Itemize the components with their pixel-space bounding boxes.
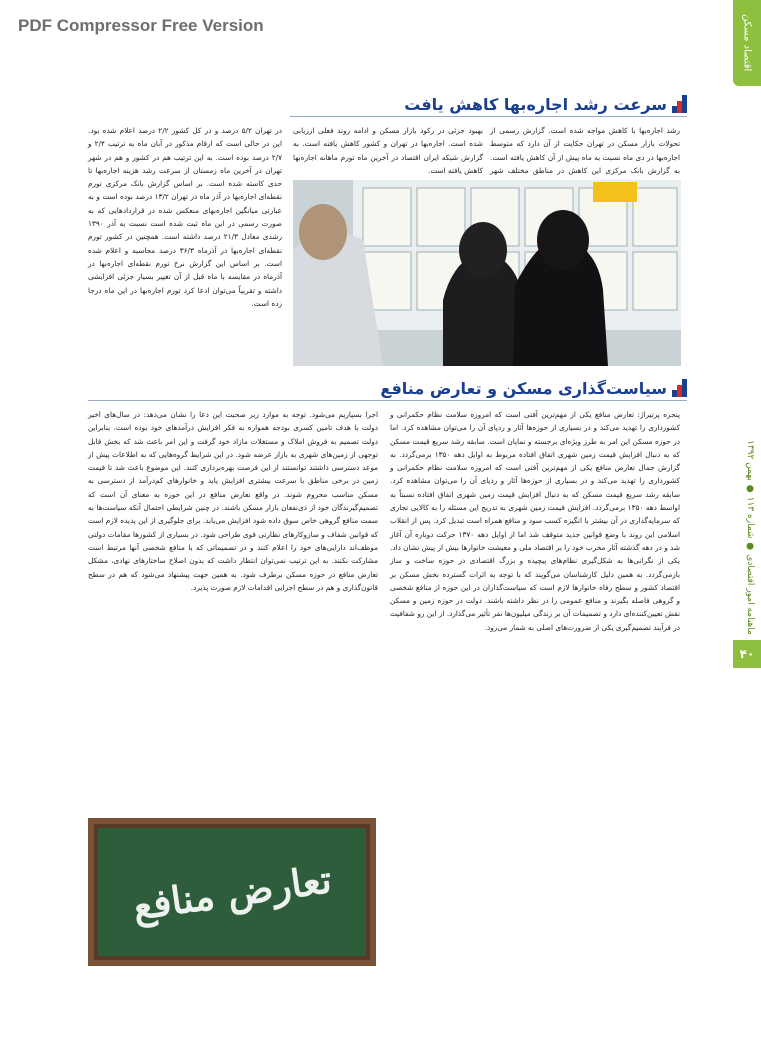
rent-office-illustration <box>293 180 681 366</box>
article2-col-right-text: پنجره پرتیراژ: تعارض منافع یکی از مهم‌ترین آفتی است که امروزه سلامت نظام حکمرانی و کشورداری را تهدید می‌کند و در بسیاری از حوزه‌ها آثار و ردپای آن را می‌توان مشاهده کرد. اما در حوزه مسکن این امر به طرز ویژه‌ای برجسته و نمایان است. سابقه رشد سریع قیمت مسکن که به دنبال افزایش قیمت زمین شهری اتفاق افتاده مربوط به اوایل دهه ۱۳۵۰ برمی‌گردد. به گزارش جمال تعارض منافع یکی از مهم‌ترین آفتی است که امروزه سلامت نظام حکمرانی و کشورداری را تهدید می‌کند و در بسیاری از حوزه‌ها آثار و ردپای آن را می‌توان مشاهده کرد. سابقه رشد سریع قیمت مسکن که به دنبال افزایش قیمت زمین شهری اتفاق افتاده نسبتاً به اواسط دهه ۱۳۵۰ برمی‌گردد. افزایش قیمت زمین شهری به تدریج این مسئله را به کالایی تجاری که سرمایه‌گذاری در آن بیشتر با انگیزه کسب سود و منافع همراه است تبدیل کرد. پس از انقلاب اسلامی این روند با وضع قوانین جدید متوقف شد اما از اوایل دهه ۱۳۷۰ حرکت دوباره آن آغاز شد و در دهه گذشته آثار مخرب خود را بر اقتصاد ملی و معیشت خانوارها بیش از پیش نشان داد. یکی از نگرانی‌ها به شکل‌گیری نظام‌های پیچیده و بزرگ اقتصادی در حوزه ساخت و ساز بازمی‌گردد. به همین دلیل کارشناسان می‌گویند که با توجه به اثرات گسترده بخش مسکن بر اقتصاد کشور و سطح رفاه خانوارها لازم است که سیاست‌گذاران در این حوزه از منافع شخصی و گروهی فاصله بگیرند و منافع عمومی را در نظر داشته باشند. دولت در حوزه زمین و مسکن نقش تعیین‌کننده‌ای دارد و تصمیمات آن بر زندگی میلیون‌ها نفر تأثیر می‌گذارد. از این رو شفافیت در فرآیند تصمیم‌گیری یکی از ضرورت‌های اصلی به شمار می‌رود. <box>390 410 680 632</box>
article2-title-bar <box>88 376 687 401</box>
chalkboard-photo <box>88 818 376 966</box>
article1-title-bar <box>290 92 687 117</box>
article2-title: سیاست‌گذاری مسکن و تعارض منافع <box>380 378 667 398</box>
bar-chart-icon <box>673 95 687 113</box>
bar-chart-icon <box>673 379 687 397</box>
rent-office-photo <box>293 180 681 366</box>
issue-line: ماهنامه امور اقتصادی ● شماره ۱۱۳ ● بهمن ۱۳۹۲ <box>745 440 755 635</box>
article1-col-right <box>490 124 680 180</box>
section-tab-label: اقتصاد مسکن <box>741 14 753 72</box>
article1-col-right-text: رشد اجاره‌بها با کاهش مواجه شده است. گزارش رسمی از تحولات بازار مسکن در تهران حکایت از آن دارد که متوسط اجاره‌بها در دی ماه نسبت به ماه پیش از آن کاهش یافته است. به گزارش بانک مرکزی این کاهش در مناطق مختلف شهر <box>490 126 680 175</box>
article2-col-left <box>88 408 378 808</box>
page-number: ۴۰ <box>733 640 761 668</box>
article1-title: سرعت رشد اجاره‌بها کاهش یافت <box>404 94 667 114</box>
section-tab <box>733 0 761 86</box>
article2-col-right <box>390 408 680 972</box>
article1-col-left <box>88 124 282 368</box>
article1-col-left-text: در تهران ۵/۲ درصد و در کل کشور ۲/۲ درصد اعلام شده بود. این در حالی است که ارقام مذکور در آبان ماه به ترتیب ۲/۴ و ۲/۷ درصد بوده است. به این ترتیب هم در کشور و هم در شهر تهران در آخرین ماه زمستان از سرعت رشد هزینه اجاره‌بها تا حدی کاسته شده است. بر اساس گزارش بانک مرکزی تورم نقطه‌ای اجاره‌بها در آذر ماه در تهران ۱۳/۲ درصد بوده است و به عبارتی میانگین اجاره‌بهای منعکس شده در قراردادهایی که به صورت رسمی در این ماه ثبت شده است نسبت به آذر ۱۳۹۰ رشدی معادل ۲۱/۳ درصد داشته است. همچنین در کشور تورم نقطه‌ای اجاره‌بها در آذرماه ۳۶/۳ درصد محاسبه و اعلام شده است. بر اساس این گزارش نرخ تورم نقطه‌ای اجاره‌بها در آذرماه در مقایسه با ماه قبل از آن تغییر بسیار جزئی افزایشی داشته و تقریباً می‌توان ادعا کرد تورم اجاره‌بها در این ماه درجا زده است. <box>88 126 283 308</box>
article1-col-middle <box>293 124 483 180</box>
watermark: PDF Compressor Free Version <box>18 16 264 35</box>
article1-col-middle-text: بهبود جزئی در رکود بازار مسکن و ادامه روند فعلی ارزیابی شده است. اجاره‌بها در تهران و کشور کاهش یافته است. به گزارش شبکه ایران اقتصاد در آخرین ماه تورم ماهانه اجاره‌بها کاهش یافته است. <box>293 126 483 175</box>
chalkboard-text: تعارض منافع <box>129 855 335 929</box>
article2-col-left-text: اجرا بسپاریم می‌شود. توجه به موارد زیر صحبت این دعا را نشان می‌دهد: در سال‌های اخیر دولت با هدف تامین کسری بودجه همواره به فکر افزایش درآمدهای خود بوده است. بنابراین دولت تصمیم به فروش املاک و مستغلات مازاد خود گرفت و این امر باعث شد که بخش قابل توجهی از زمین‌های شهری به بازار عرضه شود. در این شرایط گروه‌هایی که به اطلاعات پیش از موعد دسترسی داشتند توانستند از این فرصت بهره‌برداری کنند. این موضوع باعث شد تا قیمت زمین در برخی مناطق با سرعت بیشتری افزایش یابد و خانوارهای کم‌درآمد از دسترسی به مسکن مناسب محروم شوند. در واقع تعارض منافع در این حوزه به معنای آن است که تصمیم‌گیرندگان خود از ذی‌نفعان بازار مسکن باشند. در چنین شرایطی احتمال آنکه سیاست‌ها به سمت منافع گروهی خاص سوق داده شود افزایش می‌یابد. برای جلوگیری از این پدیده لازم است که قوانین شفاف و سازوکارهای نظارتی قوی طراحی شود. در بسیاری از کشورها مقامات دولتی موظف‌اند دارایی‌های خود را اعلام کنند و در تصمیماتی که با منافع شخصی آنها مرتبط است مشارکت نکنند. به این ترتیب نمی‌توان انتظار داشت که بدون اصلاح ساختارهای نهادی، مشکل تعارض منافع در حوزه مسکن برطرف شود. به همین جهت پیشنهاد می‌شود که هم در سطح قانون‌گذاری و هم در سطح اجرایی اقدامات لازم صورت پذیرد. <box>88 410 378 592</box>
